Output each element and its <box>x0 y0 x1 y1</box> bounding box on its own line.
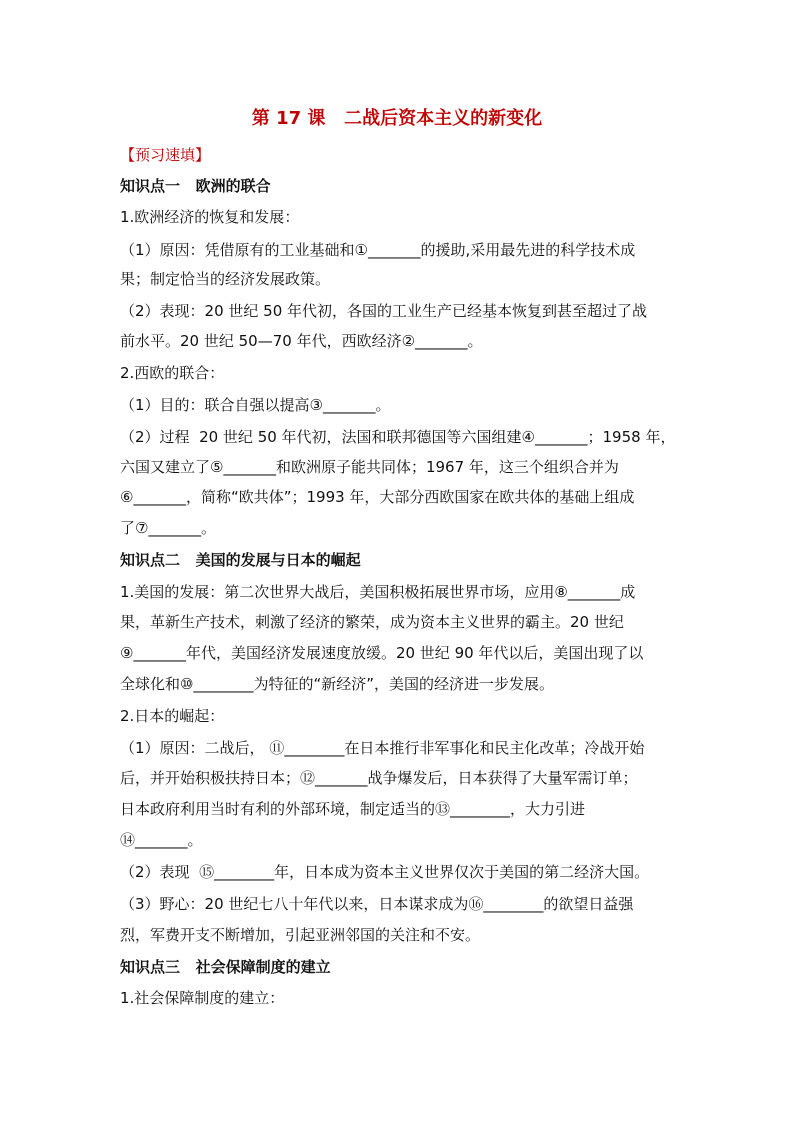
preview-heading: 【预习速填】 <box>120 146 211 164</box>
kp2-1-a: 1.美国的发展：第二次世界大战后，美国积极拓展世界市场，应用⑧_______成 <box>120 583 636 601</box>
kp2-2-cause-3: 日本政府利用当时有利的外部环境，制定适当的⑬________，大力引进 <box>120 800 586 818</box>
kp2-1-d: 全球化和⑩________为特征的“新经济”，美国的经济进一步发展。 <box>120 675 554 693</box>
kp2-2-ambition-2: 烈，军费开支不断增加，引起亚洲邻国的关注和不安。 <box>120 926 481 944</box>
kp3-heading: 知识点三 社会保障制度的建立 <box>120 958 331 976</box>
kp2-1-b: 果，革新生产技术，刺激了经济的繁荣，成为资本主义世界的霸主。20 世纪 <box>120 613 624 631</box>
kp2-2-cause-4: ⑭_______。 <box>120 831 203 849</box>
kp1-2-goal: （1）目的：联合自强以提高③_______。 <box>120 396 391 414</box>
kp1-2-process-1: （2）过程 20 世纪 50 年代初，法国和联邦德国等六国组建④_______；1958 年， <box>120 428 676 446</box>
kp1-2-process-4: 了⑦_______。 <box>120 519 216 537</box>
kp1-1-cause-1: （1）原因：凭借原有的工业基础和①_______的援助,采用最先进的科学技术成 <box>120 241 636 259</box>
kp2-2-cause-1: （1）原因：二战后， ⑪________在日本推行非军事化和民主化改革；冷战开始 <box>120 739 645 757</box>
kp1-2-process-2: 六国又建立了⑤_______和欧洲原子能共同体；1967 年，这三个组织合并为 <box>120 458 619 476</box>
kp2-2-show: （2）表现 ⑮________年，日本成为资本主义世界仅次于美国的第二经济大国。 <box>120 863 650 881</box>
kp1-heading: 知识点一 欧洲的联合 <box>120 177 271 195</box>
kp2-2-title: 2.日本的崛起： <box>120 707 225 725</box>
kp1-2-title: 2.西欧的联合： <box>120 364 225 382</box>
kp1-1-cause-2: 果；制定恰当的经济发展政策。 <box>120 270 331 288</box>
lesson-title: 第 17 课 二战后资本主义的新变化 <box>251 108 543 129</box>
kp1-2-process-3: ⑥_______，简称“欧共体”；1993 年，大部分西欧国家在欧共体的基础上组成 <box>120 488 635 506</box>
kp1-1-show-2: 前水平。20 世纪 50—70 年代，西欧经济②_______。 <box>120 332 483 350</box>
kp2-2-ambition-1: （3）野心：20 世纪七八十年代以来，日本谋求成为⑯________的欲望日益强 <box>120 895 634 913</box>
kp1-1-title: 1.欧洲经济的恢复和发展： <box>120 208 300 226</box>
kp2-heading: 知识点二 美国的发展与日本的崛起 <box>120 551 361 569</box>
kp2-1-c: ⑨_______年代，美国经济发展速度放缓。20 世纪 90 年代以后，美国出现了以 <box>120 644 644 662</box>
kp3-1-title: 1.社会保障制度的建立： <box>120 989 285 1007</box>
kp2-2-cause-2: 后，并开始积极扶持日本；⑫_______战争爆发后，日本获得了大量军需订单； <box>120 769 638 787</box>
kp1-1-show-1: （2）表现：20 世纪 50 年代初，各国的工业生产已经基本恢复到甚至超过了战 <box>120 302 648 320</box>
